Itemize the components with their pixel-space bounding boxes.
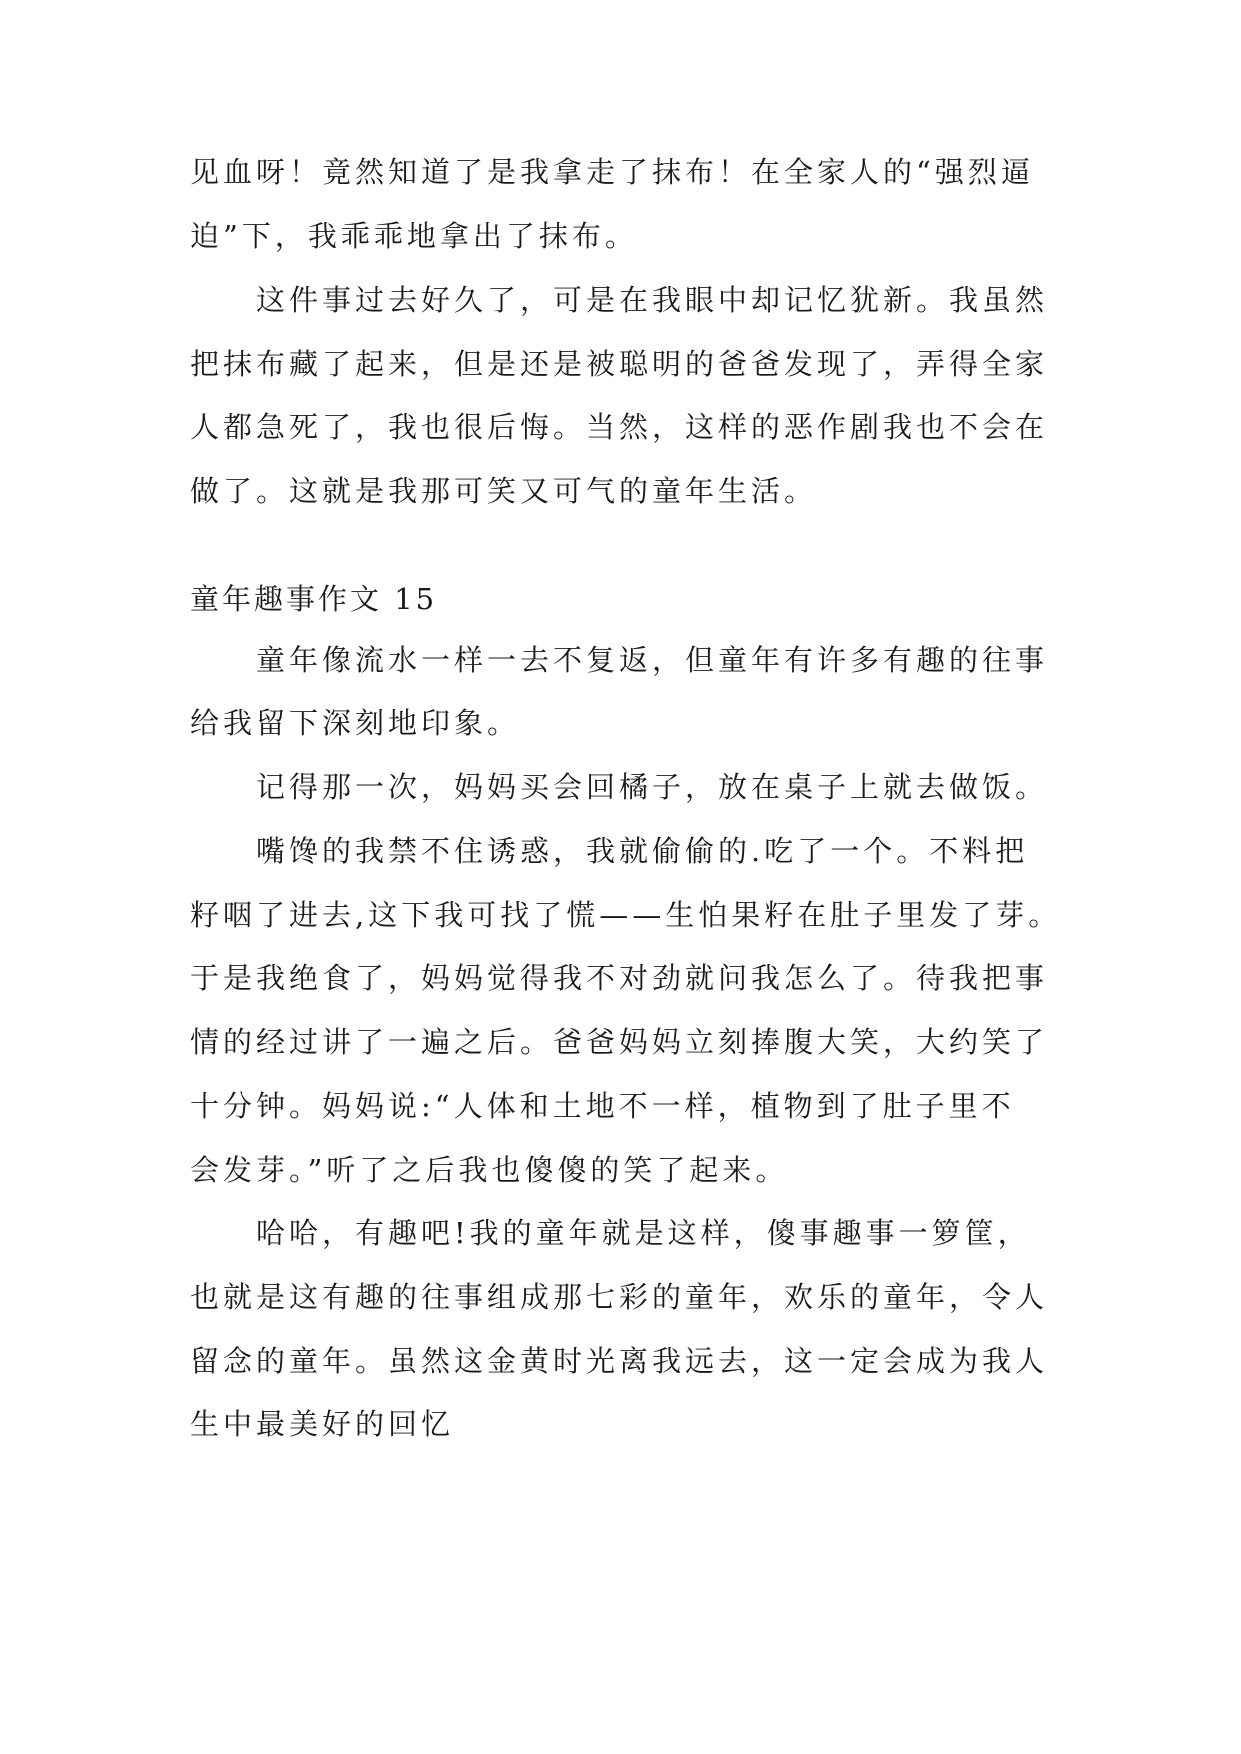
paragraph-line: 童年像流水一样一去不复返，但童年有许多有趣的往事 [256, 643, 1049, 677]
paragraph-line: 见血呀！竟然知道了是我拿走了抹布！在全家人的“强烈逼 [190, 155, 1034, 189]
paragraph-line: 生中最美好的回忆 [190, 1407, 455, 1441]
paragraph-line: 情的经过讲了一遍之后。爸爸妈妈立刻捧腹大笑，大约笑了 [190, 1025, 1049, 1059]
paragraph-line: 哈哈，有趣吧!我的童年就是这样，傻事趣事一箩筐， [256, 1216, 1031, 1250]
section-heading: 童年趣事作文 15 [190, 582, 438, 616]
paragraph-line: 把抹布藏了起来，但是还是被聪明的爸爸发现了，弄得全家 [190, 347, 1049, 381]
paragraph-line: 留念的童年。虽然这金黄时光离我远去，这一定会成为我人 [190, 1344, 1049, 1378]
paragraph-line: 于是我绝食了，妈妈觉得我不对劲就问我怎么了。待我把事 [190, 961, 1049, 995]
paragraph-line: 也就是这有趣的往事组成那七彩的童年，欢乐的童年，令人 [190, 1280, 1049, 1314]
paragraph-line: 嘴馋的我禁不住诱惑，我就偷偷的.吃了一个。不料把 [256, 834, 1029, 868]
paragraph-line: 会发芽。”听了之后我也傻傻的笑了起来。 [190, 1153, 789, 1187]
paragraph-line: 十分钟。妈妈说:“人体和土地不一样，植物到了肚子里不 [190, 1089, 1015, 1123]
paragraph-line: 做了。这就是我那可笑又可气的童年生活。 [190, 474, 818, 508]
paragraph-line: 迫”下，我乖乖地拿出了抹布。 [190, 219, 638, 253]
paragraph-line: 人都急死了，我也很后悔。当然，这样的恶作剧我也不会在 [190, 410, 1049, 444]
paragraph-line: 记得那一次，妈妈买会回橘子，放在桌子上就去做饭。 [256, 770, 1049, 804]
paragraph-line: 给我留下深刻地印象。 [190, 706, 521, 740]
paragraph-line: 籽咽了进去,这下我可找了慌——生怕果籽在肚子里发了芽。 [190, 898, 1062, 932]
paragraph-line: 这件事过去好久了，可是在我眼中却记忆犹新。我虽然 [256, 283, 1049, 317]
